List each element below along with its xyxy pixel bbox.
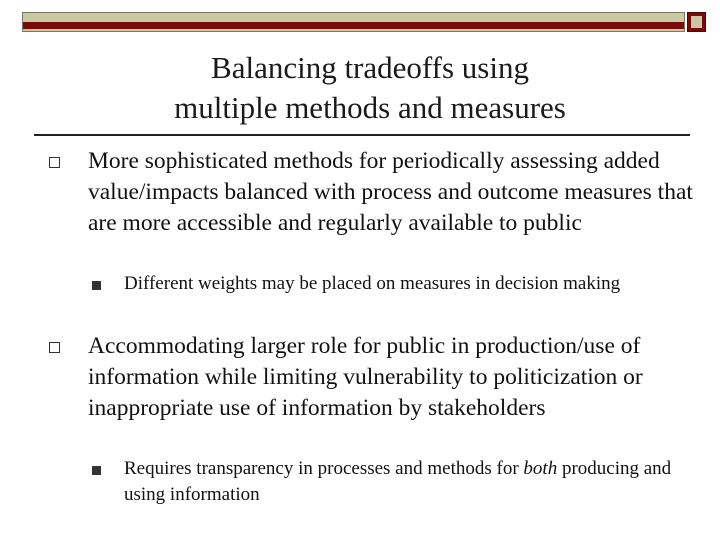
slide-title — [60, 48, 680, 128]
header-decoration-square — [687, 12, 706, 32]
subpoint-emphasis: both — [523, 458, 558, 479]
title-divider — [34, 134, 690, 136]
title-line-2: multiple methods and measures — [174, 90, 566, 125]
bullet-2-text: Accommodating larger role for public in production/use of information while limiting vulnerability to politicization or inappropriate use of information by stakeholders — [88, 333, 643, 421]
hollow-square-bullet-icon — [49, 157, 60, 168]
subpoint-text-after: producing and using information — [124, 458, 672, 505]
header-decoration-bar — [22, 12, 685, 32]
filled-square-bullet-icon — [92, 281, 101, 290]
hollow-square-bullet-icon — [49, 342, 60, 353]
filled-square-bullet-icon — [92, 466, 101, 475]
bullet-1-text: More sophisticated methods for periodically assessing added value/impacts balanced with process and outcome measures that are more accessible and regularly available to public — [88, 148, 693, 236]
header-square-inner — [691, 16, 702, 28]
subpoint-text-before: Requires transparency in processes and methods for — [124, 458, 524, 479]
bullet-2-subpoint — [124, 456, 704, 508]
header-stripe — [23, 22, 684, 29]
title-line-1: Balancing tradeoffs using — [211, 50, 529, 85]
bullet-1-subpoint: Different weights may be placed on measures in decision making — [124, 273, 621, 294]
